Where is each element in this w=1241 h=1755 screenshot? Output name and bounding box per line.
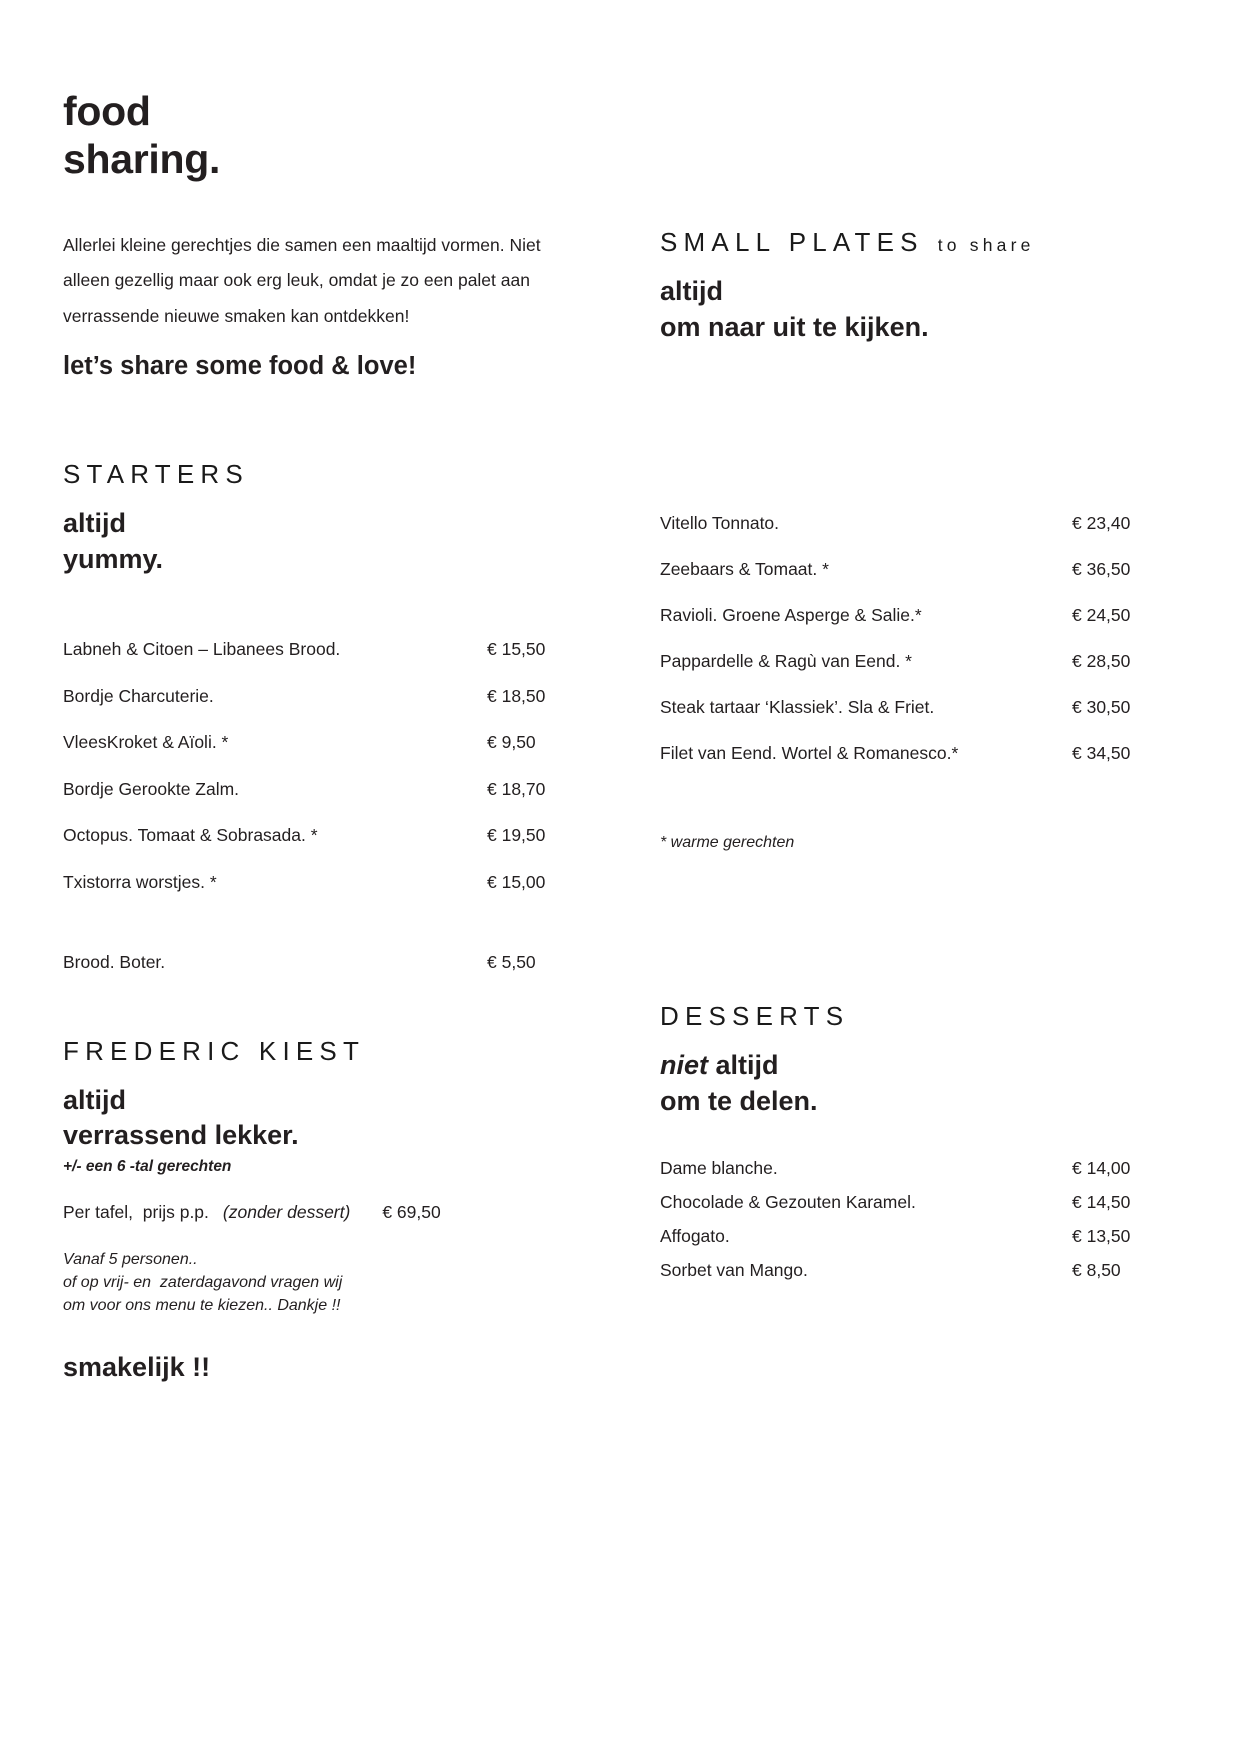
menu-item-name: Labneh & Citoen – Libanees Brood. — [63, 639, 341, 660]
menu-item-row — [63, 825, 583, 846]
menu-item-price: € 23,40 — [1072, 513, 1131, 534]
menu-item-row — [660, 559, 1180, 580]
desserts-subheading — [660, 1048, 1180, 1120]
frederic-price-label: Per tafel, prijs p.p. — [63, 1202, 209, 1223]
menu-item-row — [660, 651, 1180, 672]
starters-subheading — [63, 506, 583, 578]
menu-item-row — [63, 639, 583, 660]
menu-item-name: Chocolade & Gezouten Karamel. — [660, 1191, 916, 1212]
small-plates-subheading-line1: altijd — [660, 275, 724, 306]
frederic-heading: FREDERIC KIEST — [63, 1035, 366, 1066]
page-title-line2: sharing. — [63, 135, 221, 182]
menu-item-price: € 18,70 — [487, 778, 546, 799]
menu-item-name: Affogato. — [660, 1225, 730, 1246]
frederic-footnote-line2: of op vrij- en zaterdagavond vragen wij — [63, 1274, 343, 1292]
menu-item-name: Bordje Gerookte Zalm. — [63, 778, 240, 799]
menu-item-price: € 14,00 — [1072, 1157, 1131, 1178]
small-plates-subheading — [660, 274, 1180, 346]
intro-tagline: let’s share some food & love! — [63, 352, 417, 381]
menu-item-price: € 30,50 — [1072, 697, 1131, 718]
menu-item-row — [660, 697, 1180, 718]
desserts-subheading-line2: om te delen. — [660, 1085, 818, 1116]
frederic-course-note: +/- een 6 -tal gerechten — [63, 1158, 232, 1176]
frederic-subheading — [63, 1083, 583, 1155]
menu-item-row — [660, 1158, 1180, 1179]
small-plates-heading-qualifier: to share — [937, 235, 1035, 255]
menu-item-price: € 13,50 — [1072, 1225, 1131, 1246]
menu-item-row — [660, 513, 1180, 534]
menu-item-name: VleesKroket & Aïoli. * — [63, 732, 229, 753]
menu-item-price: € 15,00 — [487, 871, 546, 892]
menu-item-row — [63, 872, 583, 893]
menu-item-price: € 5,50 — [487, 951, 536, 972]
menu-item-price: € 18,50 — [487, 685, 546, 706]
page-title-line1: food — [63, 88, 151, 134]
closing-message: smakelijk !! — [63, 1351, 211, 1382]
desserts-subheading-rest: altijd — [708, 1050, 779, 1080]
menu-item-price: € 36,50 — [1072, 559, 1131, 580]
right-column — [660, 0, 1180, 1294]
menu-item-row — [660, 743, 1180, 764]
menu-item-price: € 34,50 — [1072, 743, 1131, 764]
menu-item-price: € 28,50 — [1072, 651, 1131, 672]
menu-item-row — [63, 952, 583, 973]
left-column — [63, 0, 583, 1383]
menu-item-price: € 15,50 — [487, 639, 546, 660]
frederic-price-row — [63, 1202, 583, 1223]
menu-item-name: Filet van Eend. Wortel & Romanesco.* — [660, 743, 959, 764]
menu-item-row — [660, 1192, 1180, 1213]
menu-item-price: € 24,50 — [1072, 605, 1131, 626]
frederic-subheading-line1: altijd — [63, 1084, 127, 1115]
menu-item-name: Dame blanche. — [660, 1157, 778, 1178]
menu-item-row — [660, 1260, 1180, 1281]
small-plates-heading-main: SMALL PLATES — [660, 227, 924, 257]
small-plates-item-list — [660, 513, 1180, 764]
menu-item-row — [660, 1226, 1180, 1247]
frederic-price-amount: € 69,50 — [382, 1202, 441, 1223]
menu-item-price: € 19,50 — [487, 825, 546, 846]
menu-item-name: Zeebaars & Tomaat. * — [660, 559, 829, 580]
intro-paragraph: Allerlei kleine gerechtjes die samen een maaltijd vormen. Niet alleen gezellig maar ook erg leuk, omdat je zo een palet aan verrassende nieuwe smaken kan ontdekken! — [63, 234, 541, 326]
menu-item-price: € 8,50 — [1072, 1259, 1121, 1280]
menu-item-name: Vitello Tonnato. — [660, 513, 780, 534]
starters-subheading-line2: yummy. — [63, 543, 164, 574]
small-plates-heading — [660, 228, 1180, 257]
menu-item-name: Bordje Charcuterie. — [63, 685, 214, 706]
small-plates-subheading-line2: om naar uit te kijken. — [660, 311, 929, 342]
frederic-price-parenthetical: (zonder dessert) — [222, 1202, 351, 1223]
warm-dishes-footnote: * warme gerechten — [660, 834, 795, 852]
menu-item-name: Pappardelle & Ragù van Eend. * — [660, 651, 912, 672]
frederic-subheading-line2: verrassend lekker. — [63, 1120, 299, 1151]
menu-item-name: Octopus. Tomaat & Sobrasada. * — [63, 825, 318, 846]
menu-item-row — [63, 686, 583, 707]
menu-item-price: € 9,50 — [487, 732, 536, 753]
desserts-item-list — [660, 1158, 1180, 1281]
menu-item-name: Steak tartaar ‘Klassiek’. Sla & Friet. — [660, 697, 935, 718]
frederic-footnote-line3: om voor ons menu te kiezen.. Dankje !! — [63, 1296, 341, 1314]
menu-item-row — [63, 779, 583, 800]
menu-item-price: € 14,50 — [1072, 1191, 1131, 1212]
frederic-footnote — [63, 1249, 583, 1317]
frederic-footnote-line1: Vanaf 5 personen.. — [63, 1251, 198, 1269]
starters-heading: STARTERS — [63, 459, 249, 490]
menu-item-row — [63, 732, 583, 753]
desserts-subheading-line1 — [660, 1048, 1180, 1084]
page-title — [63, 88, 583, 184]
menu-item-name: Sorbet van Mango. — [660, 1259, 808, 1280]
menu-item-name: Txistorra worstjes. * — [63, 871, 217, 892]
starters-item-list — [63, 639, 583, 893]
desserts-heading: DESSERTS — [660, 1001, 850, 1032]
menu-item-row — [660, 605, 1180, 626]
desserts-subheading-emphasis: niet — [660, 1050, 709, 1080]
starters-extra-list — [63, 952, 583, 973]
menu-item-name: Brood. Boter. — [63, 951, 166, 972]
starters-subheading-line1: altijd — [63, 507, 127, 538]
menu-item-name: Ravioli. Groene Asperge & Salie.* — [660, 605, 922, 626]
